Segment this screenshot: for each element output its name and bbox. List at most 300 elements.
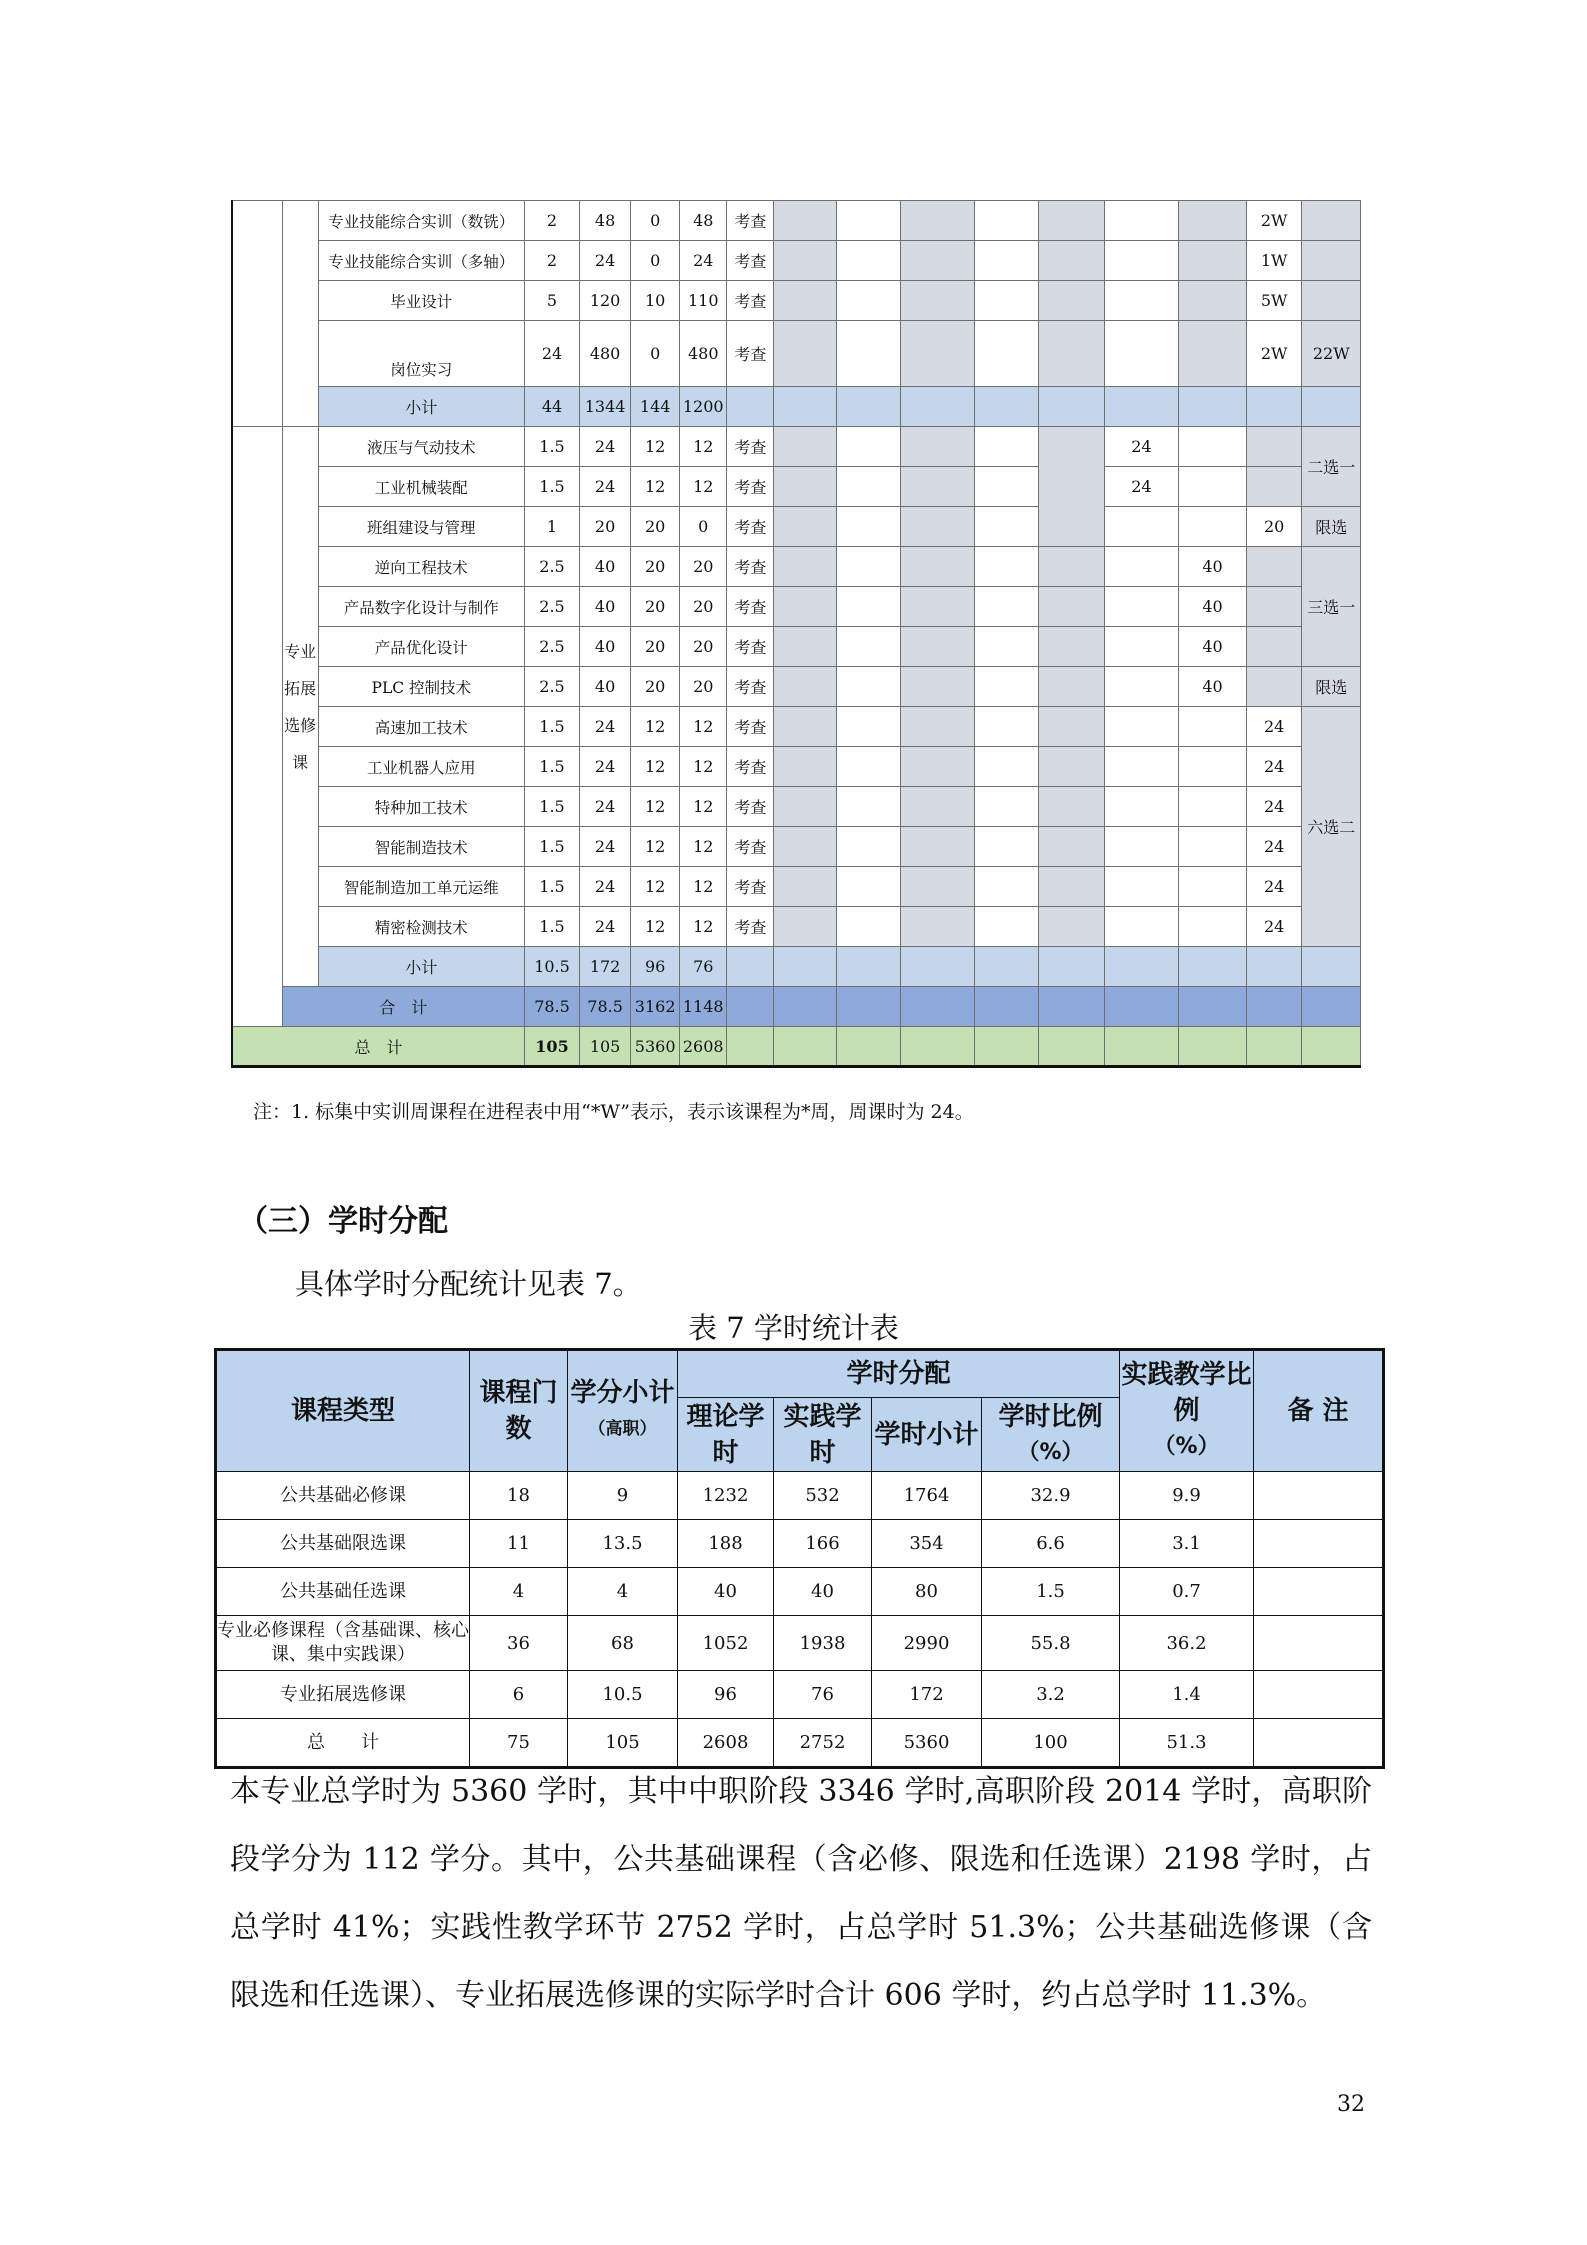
cell-theory: 12 (631, 867, 680, 907)
cell-credits: 2.5 (524, 587, 579, 627)
schedule-cell: 20 (1247, 507, 1302, 547)
course-name: 智能制造技术 (318, 827, 524, 867)
schedule-cell (1179, 987, 1247, 1027)
schedule-cell (774, 827, 837, 867)
course-name: 班组建设与管理 (318, 507, 524, 547)
schedule-cell (774, 627, 837, 667)
schedule-cell (1038, 987, 1104, 1027)
cell-theory: 10 (631, 281, 680, 321)
schedule-cell (837, 241, 900, 281)
stats-cell-ratio: 55.8 (982, 1616, 1120, 1671)
cell-exam: 考查 (727, 241, 774, 281)
schedule-cell (837, 947, 900, 987)
stats-cell-count: 36 (470, 1616, 568, 1671)
stats-cell-ratio: 100 (982, 1719, 1120, 1768)
cell-exam: 考查 (727, 827, 774, 867)
cell-credits: 1.5 (524, 907, 579, 947)
table-row (232, 321, 1417, 387)
cell-theory: 5360 (631, 1027, 680, 1067)
schedule-cell (1038, 947, 1104, 987)
cell-practice: 12 (680, 747, 727, 787)
schedule-cell (1104, 587, 1178, 627)
schedule-cell (837, 1027, 900, 1067)
stats-cell-prac: 51.3 (1120, 1719, 1254, 1768)
stats-cell-prac: 9.9 (1120, 1472, 1254, 1520)
schedule-cell (837, 827, 900, 867)
schedule-cell (1247, 467, 1302, 507)
cell-practice: 12 (680, 707, 727, 747)
stats-row (216, 1520, 1384, 1568)
sum-label: 合 计 (282, 987, 524, 1027)
schedule-cell (974, 867, 1038, 907)
cell-practice: 12 (680, 427, 727, 467)
cell-practice: 12 (680, 787, 727, 827)
cell-practice: 20 (680, 627, 727, 667)
cell-hours: 24 (580, 907, 631, 947)
schedule-cell (1179, 827, 1247, 867)
stats-cell-type: 公共基础必修课 (216, 1472, 470, 1520)
schedule-cell (1247, 987, 1302, 1027)
stats-cell-credit: 105 (568, 1719, 678, 1768)
stats-cell-type: 公共基础限选课 (216, 1520, 470, 1568)
schedule-cell (1179, 281, 1247, 321)
schedule-cell (900, 667, 974, 707)
schedule-cell (774, 321, 837, 387)
schedule-cell (900, 201, 974, 241)
schedule-cell (900, 827, 974, 867)
cell-hours: 40 (580, 667, 631, 707)
schedule-cell (974, 427, 1038, 467)
table-row (232, 547, 1417, 587)
course-name: 逆向工程技术 (318, 547, 524, 587)
cell-practice: 12 (680, 827, 727, 867)
schedule-cell (974, 827, 1038, 867)
cell-theory: 144 (631, 387, 680, 427)
cell-credits: 2 (524, 201, 579, 241)
stats-row (216, 1568, 1384, 1616)
remark-cell: 22W (1302, 321, 1361, 387)
cell-theory: 20 (631, 587, 680, 627)
schedule-cell (1179, 387, 1247, 427)
schedule-cell (974, 747, 1038, 787)
schedule-cell (837, 987, 900, 1027)
schedule-cell (1104, 947, 1178, 987)
schedule-cell (1179, 947, 1247, 987)
schedule-cell (837, 201, 900, 241)
course-name: 特种加工技术 (318, 787, 524, 827)
header-remark: 备 注 (1254, 1350, 1384, 1472)
remark-cell (1302, 241, 1361, 281)
stats-cell-remark (1254, 1568, 1384, 1616)
schedule-cell (900, 747, 974, 787)
remark-cell: 六选二 (1302, 707, 1361, 947)
outer-cell (232, 427, 282, 1027)
course-name: 智能制造加工单元运维 (318, 867, 524, 907)
total-label: 总 计 (232, 1027, 524, 1067)
schedule-cell (837, 707, 900, 747)
cell-hours: 48 (580, 201, 631, 241)
stats-cell-type: 专业拓展选修课 (216, 1671, 470, 1719)
schedule-cell (1038, 747, 1104, 787)
header-hour-subtotal: 学时小计 (872, 1398, 982, 1472)
schedule-cell (727, 987, 774, 1027)
schedule-cell (900, 467, 974, 507)
stats-cell-count: 6 (470, 1671, 568, 1719)
schedule-cell (1104, 507, 1178, 547)
table-row (232, 747, 1417, 787)
stats-cell-remark (1254, 1472, 1384, 1520)
schedule-cell (1038, 281, 1104, 321)
cell-theory: 3162 (631, 987, 680, 1027)
cell-exam: 考查 (727, 587, 774, 627)
schedule-cell (1247, 667, 1302, 707)
remark-cell: 二选一 (1302, 427, 1361, 507)
schedule-cell (837, 507, 900, 547)
schedule-cell (774, 427, 837, 467)
stats-cell-ratio: 32.9 (982, 1472, 1120, 1520)
cell-practice: 20 (680, 547, 727, 587)
subtotal-label: 小计 (318, 947, 524, 987)
schedule-cell (900, 787, 974, 827)
schedule-cell (837, 281, 900, 321)
schedule-cell (974, 947, 1038, 987)
schedule-cell (837, 387, 900, 427)
cell-practice: 12 (680, 867, 727, 907)
schedule-cell (900, 427, 974, 467)
stats-cell-credit: 13.5 (568, 1520, 678, 1568)
cell-practice: 12 (680, 467, 727, 507)
schedule-cell: 40 (1179, 547, 1247, 587)
stats-cell-subtotal: 5360 (872, 1719, 982, 1768)
cell-exam: 考查 (727, 547, 774, 587)
stats-cell-credit: 9 (568, 1472, 678, 1520)
cell-theory: 0 (631, 201, 680, 241)
schedule-cell (727, 947, 774, 987)
schedule-cell (900, 987, 974, 1027)
stats-cell-subtotal: 80 (872, 1568, 982, 1616)
hours-statistics-table (214, 1348, 1385, 1769)
schedule-cell (774, 667, 837, 707)
cell-practice: 20 (680, 667, 727, 707)
schedule-cell (1104, 1027, 1178, 1067)
schedule-cell (974, 467, 1038, 507)
schedule-cell (974, 321, 1038, 387)
schedule-cell (1104, 547, 1178, 587)
schedule-cell: 24 (1247, 827, 1302, 867)
cell-practice: 480 (680, 321, 727, 387)
table-row (232, 627, 1417, 667)
header-course-count: 课程门数 (470, 1350, 568, 1472)
cell-theory: 0 (631, 321, 680, 387)
cell-credits: 2 (524, 241, 579, 281)
cell-hours: 40 (580, 587, 631, 627)
cell-hours: 120 (580, 281, 631, 321)
stats-cell-ratio: 1.5 (982, 1568, 1120, 1616)
stats-cell-theory: 1052 (678, 1616, 774, 1671)
schedule-cell (1179, 1027, 1247, 1067)
schedule-cell (974, 547, 1038, 587)
cell-hours: 24 (580, 867, 631, 907)
schedule-cell (774, 281, 837, 321)
header-practice-hours: 实践学时 (774, 1398, 872, 1472)
cell-credits: 1.5 (524, 747, 579, 787)
schedule-cell (900, 507, 974, 547)
schedule-cell (900, 627, 974, 667)
schedule-cell (974, 281, 1038, 321)
course-name: 高速加工技术 (318, 707, 524, 747)
cell-hours: 78.5 (580, 987, 631, 1027)
cell-credits: 1.5 (524, 787, 579, 827)
cell-practice: 20 (680, 587, 727, 627)
stats-cell-theory: 1232 (678, 1472, 774, 1520)
cell-theory: 12 (631, 747, 680, 787)
schedule-cell (974, 627, 1038, 667)
schedule-cell (1179, 787, 1247, 827)
schedule-cell (1179, 907, 1247, 947)
stats-cell-type: 总 计 (216, 1719, 470, 1768)
schedule-cell (974, 787, 1038, 827)
cell-hours: 20 (580, 507, 631, 547)
remark-cell: 限选 (1302, 667, 1361, 707)
cell-practice: 12 (680, 907, 727, 947)
cell-practice: 76 (680, 947, 727, 987)
schedule-cell (1038, 627, 1104, 667)
cell-exam: 考查 (727, 907, 774, 947)
category-cell (232, 201, 282, 427)
schedule-cell (1104, 281, 1178, 321)
cell-theory: 12 (631, 707, 680, 747)
schedule-cell (774, 747, 837, 787)
total-row (232, 1027, 1417, 1067)
cell-exam: 考查 (727, 427, 774, 467)
schedule-cell (774, 467, 837, 507)
schedule-cell: 24 (1247, 707, 1302, 747)
schedule-cell (1247, 587, 1302, 627)
schedule-cell (727, 1027, 774, 1067)
cell-theory: 12 (631, 427, 680, 467)
schedule-cell (837, 427, 900, 467)
schedule-cell (837, 587, 900, 627)
course-name: 岗位实习 (318, 321, 524, 387)
table-row (232, 201, 1417, 241)
cell-credits: 2.5 (524, 627, 579, 667)
cell-theory: 12 (631, 787, 680, 827)
page-number: 32 (1337, 2092, 1365, 2117)
cell-exam: 考查 (727, 667, 774, 707)
cell-theory: 12 (631, 907, 680, 947)
subtotal-label: 小计 (318, 387, 524, 427)
schedule-cell (1038, 907, 1104, 947)
stats-cell-ratio: 6.6 (982, 1520, 1120, 1568)
cell-theory: 0 (631, 241, 680, 281)
schedule-cell: 40 (1179, 587, 1247, 627)
cell-exam: 考查 (727, 707, 774, 747)
stats-cell-count: 75 (470, 1719, 568, 1768)
course-name: 产品优化设计 (318, 627, 524, 667)
stats-cell-prac: 36.2 (1120, 1616, 1254, 1671)
schedule-cell (900, 947, 974, 987)
course-name: 毕业设计 (318, 281, 524, 321)
table-row (232, 507, 1417, 547)
schedule-cell (974, 387, 1038, 427)
schedule-cell (1038, 547, 1104, 587)
schedule-cell: 24 (1247, 747, 1302, 787)
cell-credits: 1 (524, 507, 579, 547)
stats-cell-type: 公共基础任选课 (216, 1568, 470, 1616)
schedule-cell: 1W (1247, 241, 1302, 281)
cell-credits: 105 (524, 1027, 579, 1067)
schedule-cell (774, 387, 837, 427)
stats-cell-count: 18 (470, 1472, 568, 1520)
schedule-cell (1302, 987, 1361, 1027)
schedule-cell (900, 867, 974, 907)
schedule-cell: 24 (1104, 427, 1178, 467)
cell-hours: 24 (580, 707, 631, 747)
schedule-cell (1038, 827, 1104, 867)
schedule-cell (900, 707, 974, 747)
header-credit (568, 1350, 678, 1472)
cell-hours: 24 (580, 787, 631, 827)
cell-theory: 12 (631, 467, 680, 507)
stats-cell-remark (1254, 1520, 1384, 1568)
header-theory-hours: 理论学时 (678, 1398, 774, 1472)
schedule-cell (1038, 387, 1104, 427)
stats-cell-ratio: 3.2 (982, 1671, 1120, 1719)
schedule-cell (1104, 201, 1178, 241)
schedule-cell (900, 907, 974, 947)
schedule-cell (1179, 867, 1247, 907)
stats-row (216, 1472, 1384, 1520)
schedule-cell (1179, 707, 1247, 747)
course-name: 工业机械装配 (318, 467, 524, 507)
subtotal-row (232, 947, 1417, 987)
cell-exam: 考查 (727, 867, 774, 907)
cell-exam: 考查 (727, 281, 774, 321)
cell-credits: 5 (524, 281, 579, 321)
schedule-cell (974, 667, 1038, 707)
schedule-cell: 24 (1247, 787, 1302, 827)
stats-cell-practice: 166 (774, 1520, 872, 1568)
schedule-cell (837, 547, 900, 587)
header-hour-ratio-sub: （%） (1017, 1439, 1084, 1465)
header-hour-ratio (982, 1398, 1120, 1472)
course-name: 精密检测技术 (318, 907, 524, 947)
cell-hours: 24 (580, 241, 631, 281)
schedule-cell: 5W (1247, 281, 1302, 321)
schedule-cell: 2W (1247, 321, 1302, 387)
cell-practice: 1148 (680, 987, 727, 1027)
schedule-cell (1247, 627, 1302, 667)
stats-cell-remark (1254, 1616, 1384, 1671)
cell-practice: 24 (680, 241, 727, 281)
header-course-type: 课程类型 (216, 1350, 470, 1472)
schedule-cell (837, 747, 900, 787)
cell-theory: 20 (631, 547, 680, 587)
schedule-cell (774, 987, 837, 1027)
cell-practice: 48 (680, 201, 727, 241)
table-row (232, 467, 1417, 507)
stats-cell-count: 4 (470, 1568, 568, 1616)
schedule-cell (900, 547, 974, 587)
schedule-cell (974, 707, 1038, 747)
schedule-cell (900, 281, 974, 321)
stats-cell-practice: 2752 (774, 1719, 872, 1768)
schedule-cell (1038, 241, 1104, 281)
stats-cell-practice: 40 (774, 1568, 872, 1616)
schedule-cell (837, 907, 900, 947)
schedule-cell (900, 1027, 974, 1067)
schedule-cell (1038, 787, 1104, 827)
header-credit-sub: （高职） (588, 1419, 657, 1439)
table-caption: 表 7 学时统计表 (688, 1311, 899, 1345)
schedule-cell (1247, 1027, 1302, 1067)
table-row (232, 427, 1417, 467)
schedule-cell (1038, 321, 1104, 387)
stats-cell-credit: 4 (568, 1568, 678, 1616)
cell-theory: 96 (631, 947, 680, 987)
cell-hours: 24 (580, 827, 631, 867)
cell-hours: 40 (580, 627, 631, 667)
table-row (232, 787, 1417, 827)
stats-cell-subtotal: 172 (872, 1671, 982, 1719)
cell-theory: 20 (631, 507, 680, 547)
header-practice-ratio (1120, 1350, 1254, 1472)
stats-row (216, 1671, 1384, 1719)
schedule-cell (1038, 1027, 1104, 1067)
schedule-cell (1038, 707, 1104, 747)
cell-credits: 1.5 (524, 467, 579, 507)
header-credit-main: 学分小计 (570, 1378, 675, 1408)
schedule-cell (1104, 987, 1178, 1027)
stats-row (216, 1616, 1384, 1671)
stats-cell-subtotal: 1764 (872, 1472, 982, 1520)
table-row (232, 281, 1417, 321)
schedule-cell (837, 787, 900, 827)
schedule-cell (1104, 787, 1178, 827)
schedule-cell (1104, 747, 1178, 787)
stats-cell-theory: 2608 (678, 1719, 774, 1768)
cell-theory: 20 (631, 667, 680, 707)
stats-cell-remark (1254, 1671, 1384, 1719)
category-vertical-label: 专业拓展选修课 (282, 427, 318, 987)
cell-hours: 105 (580, 1027, 631, 1067)
course-name: 工业机器人应用 (318, 747, 524, 787)
schedule-cell (774, 201, 837, 241)
schedule-cell (1104, 667, 1178, 707)
schedule-cell (1247, 387, 1302, 427)
schedule-cell (1038, 667, 1104, 707)
cell-hours: 480 (580, 321, 631, 387)
course-schedule-table (231, 200, 1418, 1068)
schedule-cell (1038, 427, 1104, 547)
course-name: 产品数字化设计与制作 (318, 587, 524, 627)
schedule-cell (1104, 321, 1178, 387)
table-note: 注：1. 标集中实训周课程在进程表中用“*W”表示，表示该课程为*周，周课时为 24。 (253, 1101, 974, 1123)
stats-cell-prac: 3.1 (1120, 1520, 1254, 1568)
schedule-cell (900, 387, 974, 427)
table-row (232, 827, 1417, 867)
schedule-cell (837, 321, 900, 387)
table-row (232, 867, 1417, 907)
schedule-cell (1179, 427, 1247, 467)
cell-hours: 24 (580, 747, 631, 787)
cell-credits: 2.5 (524, 547, 579, 587)
cell-practice: 2608 (680, 1027, 727, 1067)
cell-exam: 考查 (727, 627, 774, 667)
cell-hours: 40 (580, 547, 631, 587)
stats-cell-prac: 0.7 (1120, 1568, 1254, 1616)
schedule-cell: 24 (1247, 907, 1302, 947)
